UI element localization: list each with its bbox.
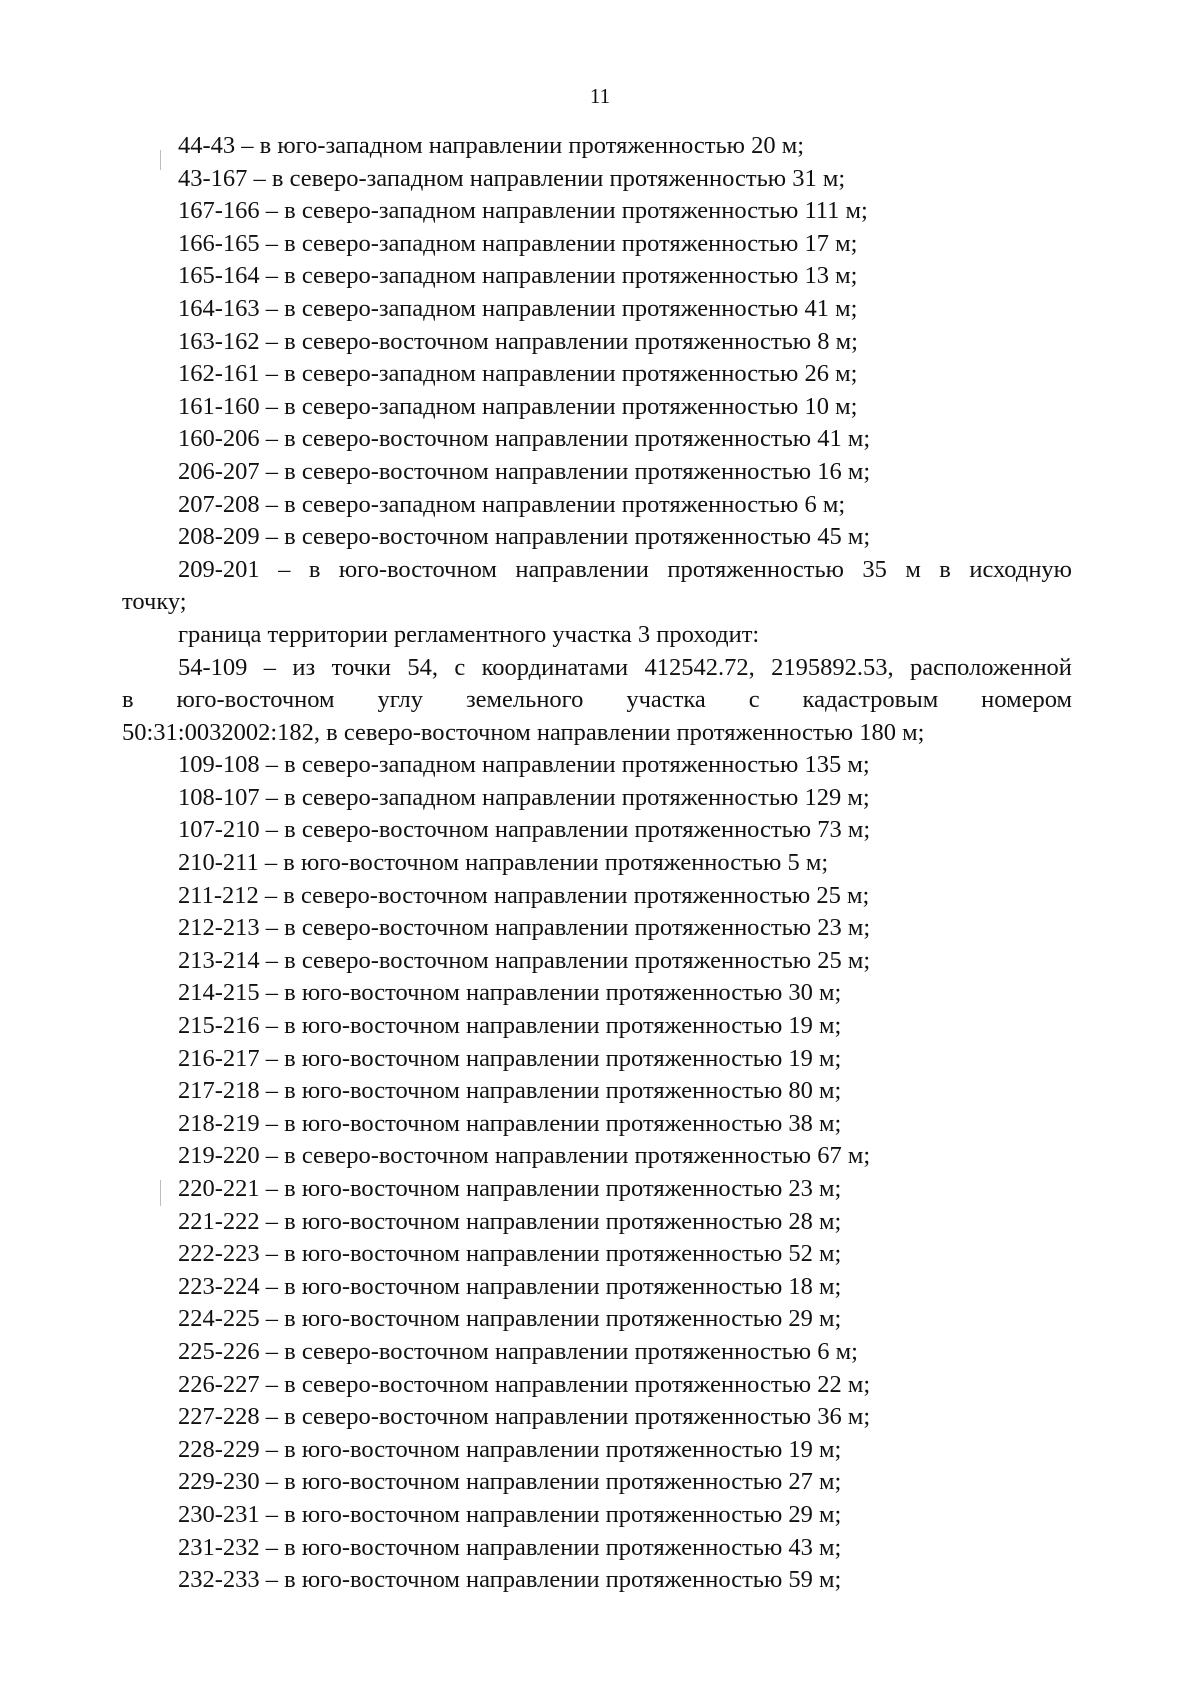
word: 35 xyxy=(862,555,887,583)
word: углу xyxy=(377,686,424,714)
segment-line: 221-222 – в юго-восточном направлении протяженностью 28 м; xyxy=(178,1207,842,1235)
word: м xyxy=(905,555,921,583)
word: с xyxy=(748,686,760,714)
section-heading: граница территории регламентного участка 3 проходит: xyxy=(178,620,760,648)
word: 412542.72, xyxy=(644,653,755,681)
segment-line: 231-232 – в юго-восточном направлении протяженностью 43 м; xyxy=(178,1533,842,1561)
segment-line: 232-233 – в юго-восточном направлении протяженностью 59 м; xyxy=(178,1566,842,1594)
word: направлении xyxy=(515,555,649,583)
paragraph-209-201 xyxy=(122,554,1072,619)
segment-line: 206-207 – в северо-восточном направлении протяженностью 16 м; xyxy=(178,457,871,485)
segment-line: 167-166 – в северо-западном направлении протяженностью 111 м; xyxy=(178,197,868,225)
segment-line: 212-213 – в северо-восточном направлении протяженностью 23 м; xyxy=(178,914,871,942)
word: – xyxy=(278,555,291,583)
segment-list-1 xyxy=(122,130,1072,554)
segment-line: 216-217 – в юго-восточном направлении протяженностью 19 м; xyxy=(178,1044,842,1072)
segment-line: 227-228 – в северо-восточном направлении протяженностью 36 м; xyxy=(178,1403,871,1431)
segment-line: 214-215 – в юго-восточном направлении протяженностью 30 м; xyxy=(178,979,842,1007)
word: в xyxy=(939,555,951,583)
segment-line: 225-226 – в северо-восточном направлении протяженностью 6 м; xyxy=(178,1337,858,1365)
segment-line: 223-224 – в юго-восточном направлении протяженностью 18 м; xyxy=(178,1272,842,1300)
segment-line: 166-165 – в северо-западном направлении протяженностью 17 м; xyxy=(178,229,858,257)
word: юго-восточном xyxy=(176,686,335,714)
word: кадастровым xyxy=(802,686,939,714)
segment-line: 107-210 – в северо-восточном направлении протяженностью 73 м; xyxy=(178,816,871,844)
justified-line xyxy=(122,652,1072,685)
word: точки xyxy=(331,653,391,681)
word: в xyxy=(308,555,321,583)
segment-line: 228-229 – в юго-восточном направлении протяженностью 19 м; xyxy=(178,1435,842,1463)
segment-line: 217-218 – в юго-восточном направлении протяженностью 80 м; xyxy=(178,1077,842,1105)
justified-line xyxy=(122,684,1072,717)
word: в xyxy=(122,686,134,714)
segment-line: 218-219 – в юго-восточном направлении протяженностью 38 м; xyxy=(178,1109,842,1137)
segment-line: 220-221 – в юго-восточном направлении протяженностью 23 м; xyxy=(178,1175,842,1202)
segment-line: 210-211 – в юго-восточном направлении протяженностью 5 м; xyxy=(178,849,829,877)
word: 54-109 xyxy=(178,653,248,681)
paragraph-54-109 xyxy=(122,652,1072,750)
segment-line: 230-231 – в юго-восточном направлении протяженностью 29 м; xyxy=(178,1500,842,1528)
word: участка xyxy=(626,686,706,714)
word: расположенной xyxy=(909,653,1072,681)
segment-line: 165-164 – в северо-западном направлении протяженностью 13 м; xyxy=(178,262,858,290)
segment-line: 215-216 – в юго-восточном направлении протяженностью 19 м; xyxy=(178,1012,842,1040)
word: протяженностью xyxy=(667,555,844,583)
segment-line: 162-161 – в северо-западном направлении протяженностью 26 м; xyxy=(178,360,858,388)
document-body xyxy=(122,130,1072,1597)
segment-line: 213-214 – в северо-восточном направлении протяженностью 25 м; xyxy=(178,946,871,974)
segment-line: 207-208 – в северо-западном направлении протяженностью 6 м; xyxy=(178,490,846,518)
word: земельного xyxy=(465,686,584,714)
segment-line: 224-225 – в юго-восточном направлении протяженностью 29 м; xyxy=(178,1305,842,1333)
segment-line: 219-220 – в северо-восточном направлении протяженностью 67 м; xyxy=(178,1142,871,1170)
word: из xyxy=(292,653,316,681)
word: – xyxy=(263,653,277,681)
segment-line: 44-43 – в юго-западном направлении протяженностью 20 м; xyxy=(178,132,805,159)
word: номером xyxy=(981,686,1072,714)
segment-line: 109-108 – в северо-западном направлении протяженностью 135 м; xyxy=(178,751,870,779)
segment-line: 226-227 – в северо-восточном направлении протяженностью 22 м; xyxy=(178,1370,871,1398)
paragraph-tail-line: 50:31:0032002:182, в северо-восточном направлении протяженностью 180 м; xyxy=(122,718,925,746)
word: 54, xyxy=(407,653,438,681)
segment-line: 164-163 – в северо-западном направлении протяженностью 41 м; xyxy=(178,294,858,322)
segment-line: 160-206 – в северо-восточном направлении протяженностью 41 м; xyxy=(178,425,871,453)
segment-line: 222-223 – в юго-восточном направлении протяженностью 52 м; xyxy=(178,1240,842,1268)
page-number: 11 xyxy=(589,84,611,108)
word: 209-201 xyxy=(178,555,260,583)
word: координатами xyxy=(481,653,629,681)
paragraph-tail-line: точку; xyxy=(122,588,187,616)
segment-line: 229-230 – в юго-восточном направлении протяженностью 27 м; xyxy=(178,1468,842,1496)
segment-line: 208-209 – в северо-восточном направлении протяженностью 45 м; xyxy=(178,523,871,551)
segment-line: 163-162 – в северо-восточном направлении протяженностью 8 м; xyxy=(178,327,858,355)
word: исходную xyxy=(969,555,1072,583)
word: 2195892.53, xyxy=(771,653,894,681)
segment-list-2 xyxy=(122,749,1072,1596)
justified-line xyxy=(122,554,1072,587)
segment-line: 108-107 – в северо-западном направлении протяженностью 129 м; xyxy=(178,783,870,811)
segment-line: 211-212 – в северо-восточном направлении протяженностью 25 м; xyxy=(178,881,870,909)
segment-line: 43-167 – в северо-западном направлении протяженностью 31 м; xyxy=(178,164,846,192)
word: юго-восточном xyxy=(338,555,497,583)
word: с xyxy=(454,653,466,681)
segment-line: 161-160 – в северо-западном направлении протяженностью 10 м; xyxy=(178,392,858,420)
